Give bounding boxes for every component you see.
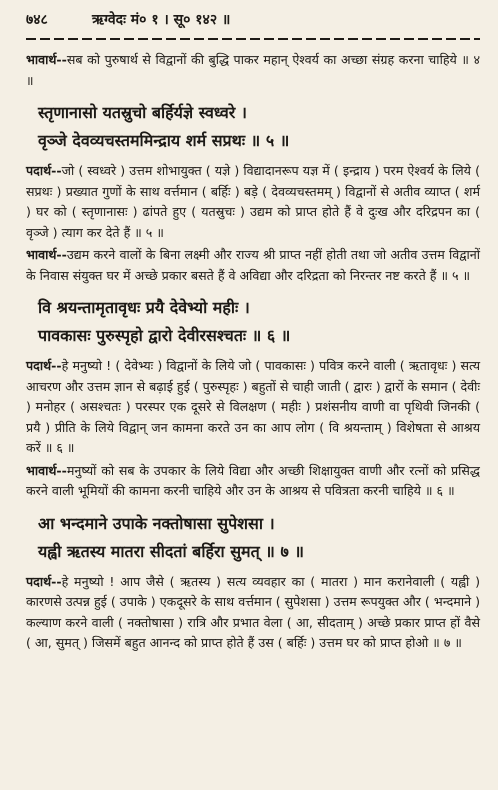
padartha-5: [26, 161, 480, 243]
para-label: पदार्थ--: [26, 358, 62, 373]
verse-7-line-2: यह्वी ऋतस्य मातरा सीदतां बर्हिरा सुमत् ॥ ७ ॥: [38, 541, 304, 561]
verse-6-line-2: पावकासः पुरुस्पृहो द्वारो देवीरसश्चतः ॥ ६ ॥: [38, 326, 291, 345]
padartha-7: [26, 572, 480, 654]
para-text: जो ( स्वध्वरे ) उत्तम शोभायुक्त ( यज्ञे ) विद्यादानरूप यज्ञ में ( इन्द्राय ) परम ऐश्वर्य के लिये ( सप्रथः ) प्रख्यात गुणों के साथ वर्त्तमान ( बर्हिः ) बड़े ( देवव्यचस्तमम् ) विद्वानों से अतीव व्याप्त ( शर्म ) घर को ( स्तृणानासः ) ढांपते हुए ( यतस्रुचः ) उद्यम को प्राप्त होते हैं वे दुःख और दरिद्रपन का ( वृञ्जे ) त्याग कर देते हैं ॥ ५ ॥: [26, 163, 480, 240]
verse-5-line-1: स्तृणानासो यतस्रुचो बर्हिर्यज्ञे स्वध्वरे ।: [38, 103, 247, 122]
para-label: भावार्थ--: [26, 462, 67, 478]
para-label: पदार्थ--: [26, 573, 62, 589]
bhavartha-4: [26, 50, 480, 91]
padartha-6: [26, 356, 480, 459]
para-text: उद्यम करने वालों के बिना लक्ष्मी और राज्य श्री प्राप्त नहीं होती तथा जो अतीव उत्तम विद्वानों के निवास संयुक्त घर में अच्छे प्रकार बसते हैं वे अविद्या और दरिद्रता को निरन्तर नष्ट करते हैं ॥ ५ ॥: [26, 247, 480, 283]
verse-7-line-1: आ भन्दमाने उपाके नक्तोषासा सुपेशसा ।: [38, 513, 275, 533]
bhavartha-6: [26, 461, 480, 502]
bhavartha-5: [26, 245, 480, 286]
page-header: [26, 10, 480, 36]
para-label: भावार्थ--: [26, 247, 67, 262]
para-text: हे मनुष्यो ! ( देवेभ्यः ) विद्वानों के लिये जो ( पावकासः ) पवित्र करने वाली ( ऋतावृधः ) सत्य आचरण और उत्तम ज्ञान से बढ़ाई हुई ( पुरुस्पृहः ) बहुतों से चाही जाती ( द्वारः ) द्वारों के समान ( देवीः ) मनोहर ( असश्चतः ) परस्पर एक दूसरे से विलक्षण ( महीः ) प्रशंसनीय वाणी वा पृथिवी जिनकी ( प्रयै ) प्रीति के लिये विद्वान् जन कामना करते उन का आप लोग ( वि श्रयन्ताम् ) विशेषता से आश्रय करें ॥ ६ ॥: [26, 358, 480, 455]
verse-6-line-1: वि श्रयन्तामृतावृधः प्रयै देवेभ्यो महीः ।: [38, 298, 250, 317]
page-number: ७४८: [26, 12, 48, 28]
para-text: मनुष्यों को सब के उपकार के लिये विद्या और अच्छी शिक्षायुक्त वाणी और रत्नों को प्रसिद्ध करने वाली भूमियों की कामना करनी चाहिये और उन के आश्रय से पवित्रता करनी चाहिये ॥ ६ ॥: [26, 462, 480, 498]
para-label: भावार्थ--: [26, 52, 67, 67]
para-text: सब को पुरुषार्थ से विद्वानों की बुद्धि पाकर महान् ऐश्वर्य का अच्छा संग्रह करना चाहिये ॥ ४ ॥: [26, 52, 480, 88]
book-reference: ऋग्वेदः मं० १ । सू० १४२ ॥: [92, 12, 231, 28]
header-divider: [26, 38, 480, 40]
verse-5-line-2: वृञ्जे देवव्यचस्तममिन्द्राय शर्म सप्रथः ॥ ५ ॥: [38, 131, 290, 150]
para-text: हे मनुष्यो ! आप जैसे ( ऋतस्य ) सत्य व्यवहार का ( मातरा ) मान करानेवाली ( यह्वी ) कारणसे उत्पन्न हुई ( उपाके ) एकदूसरे के साथ वर्त्तमान ( सुपेशसा ) उत्तम रूपयुक्त और ( भन्दमाने ) कल्याण करने वाली ( नक्तोषासा ) रात्रि और प्रभात वेला ( आ, सीदताम् ) अच्छे प्रकार प्राप्त हों वैसे ( आ, सुमत् ) जिसमें बहुत आनन्द को प्राप्त होते हैं उस ( बर्हिः ) उत्तम घर को प्राप्त होओ ॥ ७ ॥: [26, 573, 480, 650]
para-label: पदार्थ--: [26, 163, 62, 178]
